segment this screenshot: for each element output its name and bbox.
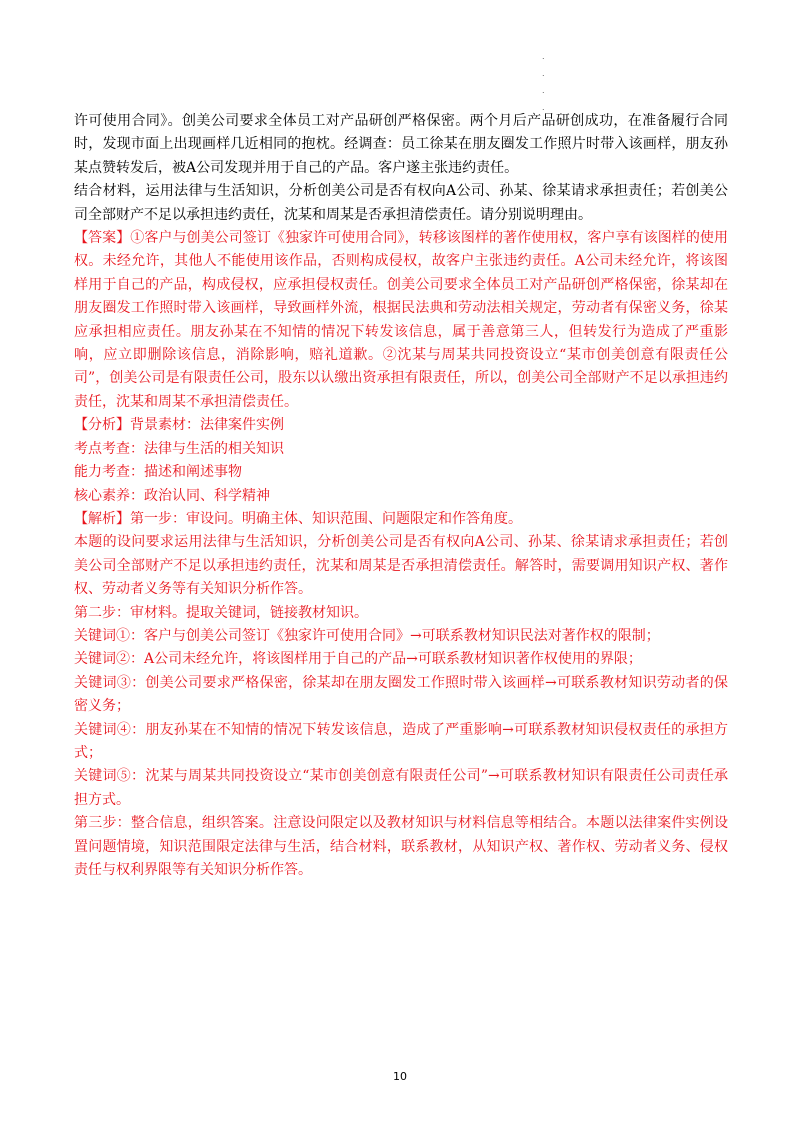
page-number: 10	[393, 1070, 407, 1083]
explanation-step2: 第二步：审材料。提取关键词，链接教材知识。	[74, 604, 368, 621]
question-prompt: 结合材料，运用法律与生活知识，分析创美公司是否有权向A公司、孙某、徐某请求承担责任；若创美公司全部财产不足以承担违约责任，沈某和周某是否承担清偿责任。请分别说明理由。	[74, 183, 728, 223]
top-dot-marks	[542, 48, 552, 116]
analysis-ability: 能力考查：描述和阐述事物	[74, 464, 242, 481]
dot-mark: .	[542, 52, 545, 61]
keyword-1: 关键词①：客户与创美公司签订《独家许可使用合同》→可联系教材知识民法对著作权的限制；	[74, 627, 660, 644]
dot-mark: .	[542, 86, 545, 95]
keyword-3: 关键词③：创美公司要求严格保密，徐某却在朋友圈发工作照时带入该画样→可联系教材知识劳动者的保密义务；	[74, 674, 728, 715]
analysis-exam-points: 考点考查：法律与生活的相关知识	[74, 440, 284, 457]
keyword-4: 关键词④：朋友孙某在不知情的情况下转发该信息，造成了严重影响→可联系教材知识侵权责任的承担方式；	[74, 721, 728, 761]
analysis-literacy: 核心素养：政治认同、科学精神	[74, 487, 270, 504]
keyword-5: 关键词⑤：沈某与周某共同投资设立“某市创美创意有限责任公司”→可联系教材知识有限责任公司责任承担方式。	[74, 768, 728, 808]
answer-paragraph: 【答案】①客户与创美公司签订《独家许可使用合同》，转移该图样的著作使用权，客户享有该图样的使用权。未经允许，其他人不能使用该作品，否则构成侵权，故客户主张违约责任。A公司未经允许，将该图样用于自己的产品，构成侵权，应承担侵权责任。创美公司要求全体员工对产品研创严格保密，徐某却在朋友圈发工作照时带入该画样，导致画样外流，根据民法典和劳动法相关规定，劳动者有保密义务，徐某应承担相应责任。朋友孙某在不知情的情况下转发该信息，属于善意第三人，但转发行为造成了严重影响，应立即删除该信息，消除影响，赔礼道歉。②沈某与周某共同投资设立“某市创美创意有限责任公司”，创美公司是有限责任公司，股东以认缴出资承担有限责任，所以，创美公司全部财产不足以承担违约责任，沈某和周某不承担清偿责任。	[74, 230, 728, 410]
keyword-2: 关键词②：A公司未经允许，将该图样用于自己的产品→可联系教材知识著作权使用的界限；	[74, 651, 642, 668]
question-material: 许可使用合同》。创美公司要求全体员工对产品研创严格保密。两个月后产品研创成功，在准备履行合同时，发现市面上出现画样几近相同的抱枕。经调查：员工徐某在朋友圈发工作照片时带入该画样，朋友孙某点赞转发后，被A公司发现并用于自己的产品。客户遂主张违约责任。	[74, 113, 728, 176]
page-content	[74, 110, 728, 882]
dot-mark: .	[542, 69, 545, 78]
dot-mark: .	[542, 103, 545, 112]
analysis-intro: 【分析】背景素材：法律案件实例	[74, 417, 284, 434]
explanation-step1-detail: 本题的设问要求运用法律与生活知识，分析创美公司是否有权向A公司、孙某、徐某请求承担责任；若创美公司全部财产不足以承担违约责任，沈某和周某是否承担清偿责任。解答时，需要调用知识产权、著作权、劳动者义务等有关知识分析作答。	[74, 534, 728, 598]
explanation-step1: 【解析】第一步：审设问。明确主体、知识范围、问题限定和作答角度。	[74, 510, 522, 527]
explanation-step3: 第三步：整合信息，组织答案。注意设问限定以及教材知识与材料信息等相结合。本题以法律案件实例设置问题情境，知识范围限定法律与生活，结合材料，联系教材，从知识产权、著作权、劳动者义务、侵权责任与权利界限等有关知识分析作答。	[74, 815, 728, 878]
